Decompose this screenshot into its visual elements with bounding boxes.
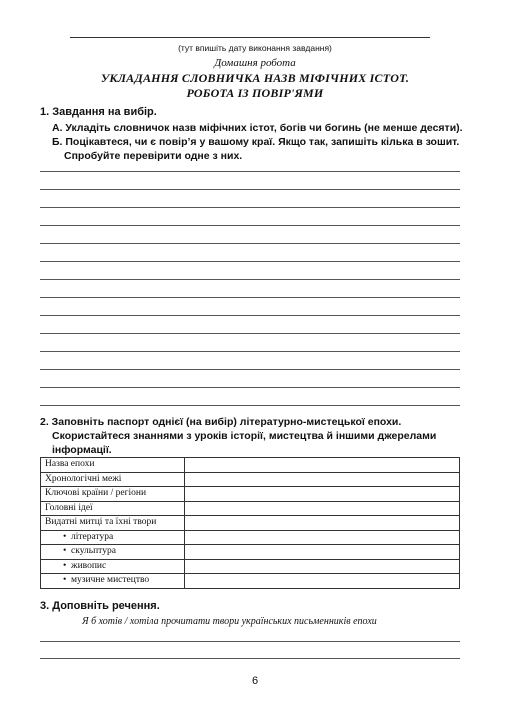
answer-cell[interactable] xyxy=(185,559,460,574)
answer-line[interactable] xyxy=(40,171,460,172)
answer-cell[interactable] xyxy=(185,516,460,531)
answer-line[interactable] xyxy=(40,333,460,334)
row-label-sub xyxy=(41,559,185,574)
bullet-icon: • xyxy=(63,560,67,571)
answer-line[interactable] xyxy=(40,405,460,406)
task2-instruction: Скористайтеся знаннями з уроків історії, мистецтва й іншими джерелами xyxy=(52,430,437,442)
answer-cell[interactable] xyxy=(185,530,460,545)
table-row xyxy=(41,559,460,574)
answer-line[interactable] xyxy=(40,207,460,208)
answer-line[interactable] xyxy=(40,387,460,388)
row-label-sub xyxy=(41,574,185,589)
answer-line[interactable] xyxy=(40,243,460,244)
sub-label: література xyxy=(71,531,114,542)
sub-label: живопис xyxy=(71,560,107,571)
bullet-icon: • xyxy=(63,546,67,557)
task1-option-a: А. Укладіть словничок назв міфічних істот, богів чи богинь (не менше десяти). xyxy=(52,122,463,134)
sub-label: скульптура xyxy=(71,546,116,557)
sub-label: музичне мистецтво xyxy=(71,575,150,586)
page-number: 6 xyxy=(251,675,259,687)
row-label: Ключові країни / регіони xyxy=(41,487,185,502)
task2-heading: 2. Заповніть паспорт однієї (на вибір) літературно-мистецької епохи. xyxy=(40,416,402,428)
answer-line[interactable] xyxy=(40,225,460,226)
task2-instruction-cont: інформації. xyxy=(52,444,112,456)
row-label: Хронологічні межі xyxy=(41,472,185,487)
table-row xyxy=(41,545,460,560)
table-row xyxy=(41,458,460,473)
answer-cell[interactable] xyxy=(185,487,460,502)
page-title-line1: УКЛАДАННЯ СЛОВНИЧКА НАЗВ МІФІЧНИХ ІСТОТ. xyxy=(100,71,410,85)
answer-line[interactable] xyxy=(40,261,460,262)
task3-sentence: Я б хотів / хотіла прочитати твори українських письменників епохи xyxy=(82,616,377,627)
row-label: Назва епохи xyxy=(41,458,185,473)
answer-line[interactable] xyxy=(40,297,460,298)
work-kind: Домашня робота xyxy=(214,57,296,69)
date-line[interactable] xyxy=(70,37,430,38)
table-row xyxy=(41,501,460,516)
answer-line[interactable] xyxy=(40,369,460,370)
task1-option-b-cont: Спробуйте перевірити одне з них. xyxy=(64,150,243,162)
date-hint: (тут впишіть дату виконання завдання) xyxy=(178,43,332,53)
answer-line[interactable] xyxy=(40,658,460,659)
table-row xyxy=(41,472,460,487)
task1-heading: 1. Завдання на вибір. xyxy=(40,106,157,118)
task3-heading: 3. Доповніть речення. xyxy=(40,600,160,612)
answer-cell[interactable] xyxy=(185,472,460,487)
answer-cell[interactable] xyxy=(185,574,460,589)
answer-cell[interactable] xyxy=(185,501,460,516)
bullet-icon: • xyxy=(63,575,67,586)
answer-line[interactable] xyxy=(40,189,460,190)
answer-cell[interactable] xyxy=(185,458,460,473)
answer-line[interactable] xyxy=(40,641,460,642)
bullet-icon: • xyxy=(63,531,67,542)
epoch-passport-table xyxy=(40,457,460,589)
answer-line[interactable] xyxy=(40,351,460,352)
row-label-sub xyxy=(41,545,185,560)
row-label: Видатні митці та їхні твори xyxy=(41,516,185,531)
row-label-sub xyxy=(41,530,185,545)
row-label: Головні ідеї xyxy=(41,501,185,516)
table-row xyxy=(41,574,460,589)
task1-option-b: Б. Поцікавтеся, чи є повір’я у вашому краї. Якщо так, запишіть кілька в зошит. xyxy=(52,136,460,148)
answer-cell[interactable] xyxy=(185,545,460,560)
table-row xyxy=(41,516,460,531)
page-title-line2: РОБОТА ІЗ ПОВІР'ЯМИ xyxy=(186,86,324,100)
table-row xyxy=(41,530,460,545)
answer-line[interactable] xyxy=(40,279,460,280)
table-row xyxy=(41,487,460,502)
answer-line[interactable] xyxy=(40,315,460,316)
